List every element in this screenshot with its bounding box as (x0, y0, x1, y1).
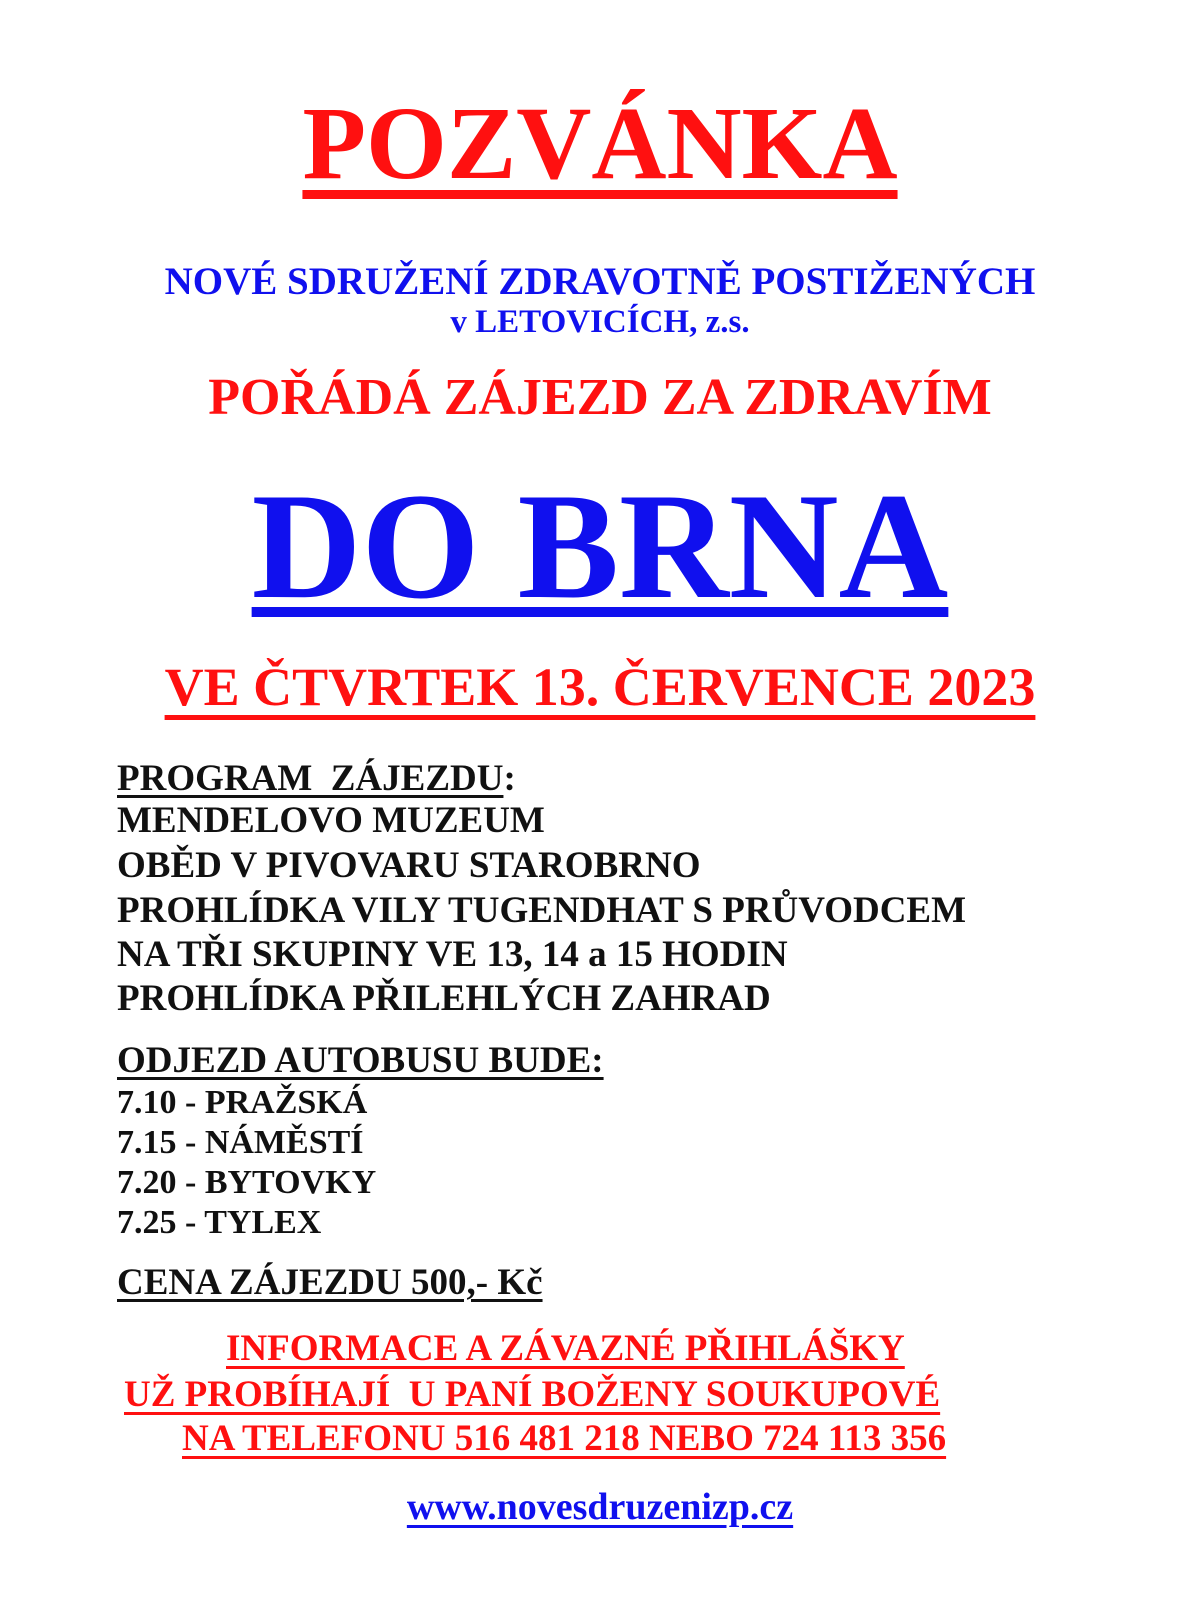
trip-date: VE ČTVRTEK 13. ČERVENCE 2023 (164, 657, 1036, 717)
organizer-location: v LETOVICÍCH, z.s. (450, 304, 750, 340)
program-heading (117, 760, 516, 797)
website-link[interactable]: www.novesdruzenizp.cz (406, 1486, 794, 1528)
program-item: PROHLÍDKA VILY TUGENDHAT S PRŮVODCEM (117, 890, 967, 931)
program-item: MENDELOVO MUZEUM (117, 800, 545, 841)
departure-stop: 7.25 - TYLEX (117, 1204, 322, 1241)
trip-price: CENA ZÁJEZDU 500,- Kč (117, 1262, 543, 1303)
info-line: INFORMACE A ZÁVAZNÉ PŘIHLÁŠKY (226, 1328, 905, 1369)
program-heading-text: PROGRAM ZÁJEZDU (117, 758, 504, 799)
program-item: OBĚD V PIVOVARU STAROBRNO (117, 845, 701, 886)
departure-stop: 7.10 - PRAŽSKÁ (117, 1084, 368, 1121)
program-item: PROHLÍDKA PŘILEHLÝCH ZAHRAD (117, 978, 771, 1019)
info-line: UŽ PROBÍHAJÍ U PANÍ BOŽENY SOUKUPOVÉ (124, 1374, 941, 1415)
program-item: NA TŘI SKUPINY VE 13, 14 a 15 HODIN (117, 934, 788, 975)
trip-announcement: POŘÁDÁ ZÁJEZD ZA ZDRAVÍM (208, 369, 992, 426)
page-title: POZVÁNKA (302, 86, 898, 201)
organizer-name: NOVÉ SDRUŽENÍ ZDRAVOTNĚ POSTIŽENÝCH (164, 260, 1036, 303)
trip-destination: DO BRNA (251, 462, 949, 630)
departure-stop: 7.20 - BYTOVKY (117, 1164, 377, 1201)
departure-heading: ODJEZD AUTOBUSU BUDE: (117, 1040, 604, 1081)
info-phone: NA TELEFONU 516 481 218 NEBO 724 113 356 (182, 1418, 947, 1459)
program-heading-colon: : (503, 758, 516, 799)
departure-stop: 7.15 - NÁMĚSTÍ (117, 1124, 364, 1161)
